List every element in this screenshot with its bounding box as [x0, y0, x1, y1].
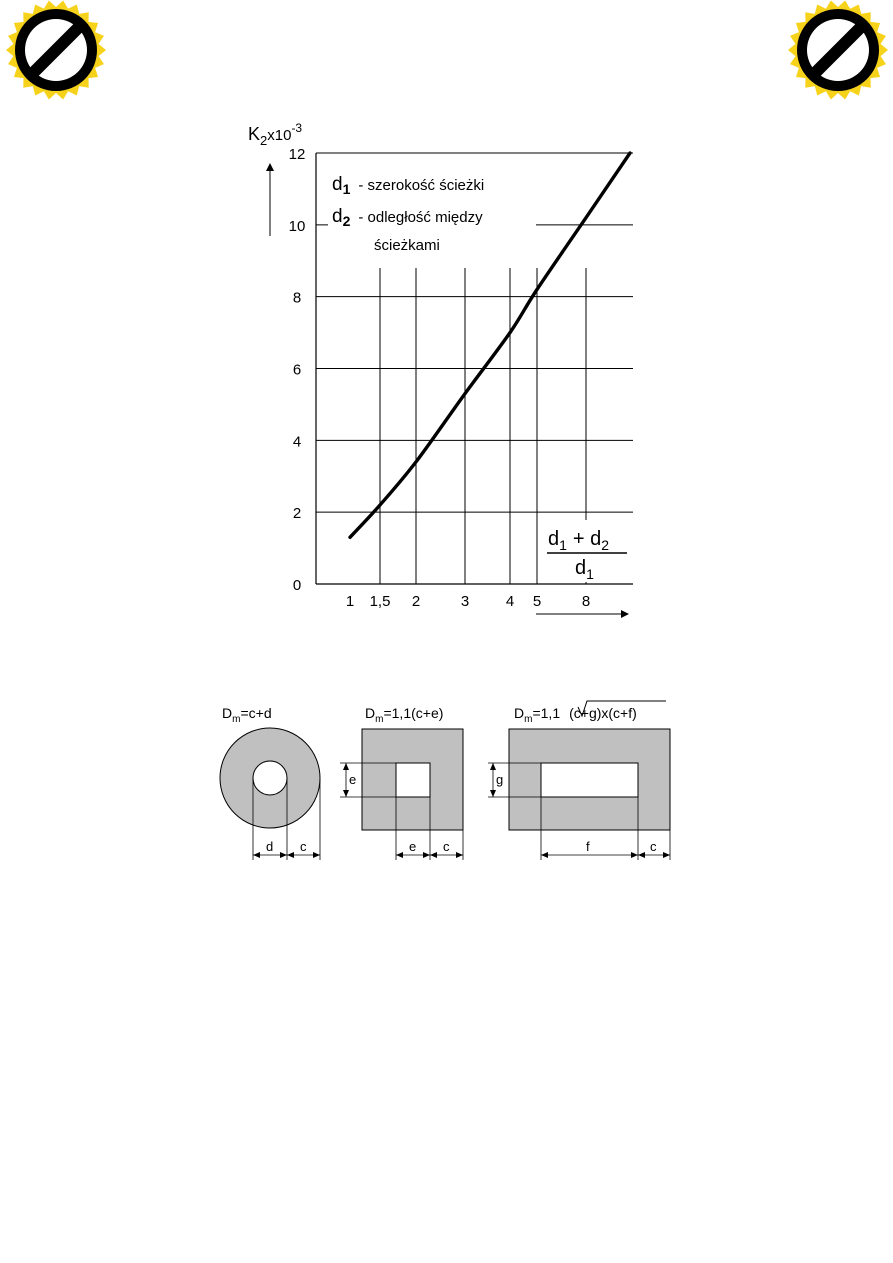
x-label-num-d1-sub: 1	[559, 537, 567, 553]
legend-d2-symbol: d	[332, 206, 343, 227]
circle-dim-c-label: c	[300, 839, 307, 854]
rect-formula-sub: m	[524, 714, 533, 725]
diagram-circle	[220, 705, 320, 860]
rect-dim-c-label: c	[650, 839, 657, 854]
x-tick-labels	[346, 593, 590, 610]
square-formula-main: D	[365, 705, 376, 721]
y-axis-label-sub: 2	[260, 133, 268, 148]
legend-d1-sub: 1	[342, 181, 351, 197]
chart	[248, 121, 633, 614]
y-tick-label: 12	[288, 146, 306, 163]
rect-dim-side-label: g	[496, 772, 504, 787]
diagram-square	[340, 705, 463, 860]
rect-inner	[541, 763, 638, 797]
y-tick-labels	[289, 146, 306, 594]
y-axis-label-base: K	[248, 124, 261, 144]
x-label-num-d2-sub: 2	[601, 537, 610, 553]
legend	[328, 162, 536, 258]
x-tick-label: 2	[411, 593, 421, 610]
rect-formula-rest: =1,1	[532, 705, 561, 721]
rect-dim-f-label: f	[586, 839, 590, 854]
x-tick-label: 3	[460, 593, 470, 610]
circle-dim-d-label: d	[266, 839, 274, 854]
y-tick-label: 6	[292, 361, 302, 379]
circle-formula-main: D	[222, 705, 233, 721]
x-label-numerator	[548, 528, 609, 553]
x-axis-label	[542, 520, 632, 582]
x-tick-label: 1	[345, 593, 355, 610]
circle-inner	[253, 761, 287, 795]
x-label-num-d1: d	[548, 528, 560, 550]
square-inner	[396, 763, 430, 797]
legend-d1-symbol: d	[332, 174, 343, 195]
y-tick-label: 10	[288, 217, 306, 235]
prohibition-badge-left-icon	[6, 1, 106, 100]
y-tick-label: 8	[292, 289, 302, 307]
circle-formula-sub: m	[232, 714, 241, 725]
x-tick-label: 5	[532, 593, 542, 610]
square-dim-side-label: e	[349, 772, 357, 787]
diagram-rectangle	[488, 701, 670, 860]
x-tick-label: 4	[505, 593, 515, 610]
legend-d2-text: - odległość między	[358, 209, 483, 226]
rect-formula-root: (c+g)x(c+f)	[569, 705, 637, 721]
legend-item-cont	[374, 237, 440, 254]
square-dim-c-label: c	[443, 839, 450, 854]
rect-formula-main: D	[514, 705, 525, 721]
square-formula	[365, 705, 443, 725]
diagrams	[220, 701, 670, 860]
legend-cont-text: ścieżkami	[374, 237, 440, 254]
y-axis-label-mult: x10	[267, 127, 292, 144]
y-axis-label-exp: -3	[291, 121, 303, 135]
y-axis-label	[248, 121, 302, 148]
square-formula-rest: =1,1(c+e)	[383, 705, 444, 721]
x-tick-label: 1,5	[369, 593, 391, 610]
y-tick-label: 0	[292, 577, 302, 594]
square-dim-e-label: e	[409, 839, 417, 854]
x-label-den-sub: 1	[586, 566, 594, 582]
legend-d1-text: - szerokość ścieżki	[358, 177, 485, 194]
rect-formula	[514, 705, 637, 725]
x-tick-label: 8	[581, 593, 591, 610]
x-label-num-plus: + d	[572, 528, 602, 550]
prohibition-badge-right-icon	[788, 1, 888, 100]
circle-formula	[222, 705, 272, 725]
square-formula-sub: m	[375, 714, 384, 725]
x-label-den-d: d	[575, 557, 587, 579]
y-tick-label: 2	[292, 505, 302, 523]
circle-formula-rest: =c+d	[240, 705, 272, 721]
y-tick-label: 4	[292, 433, 302, 451]
legend-d2-sub: 2	[342, 213, 351, 229]
